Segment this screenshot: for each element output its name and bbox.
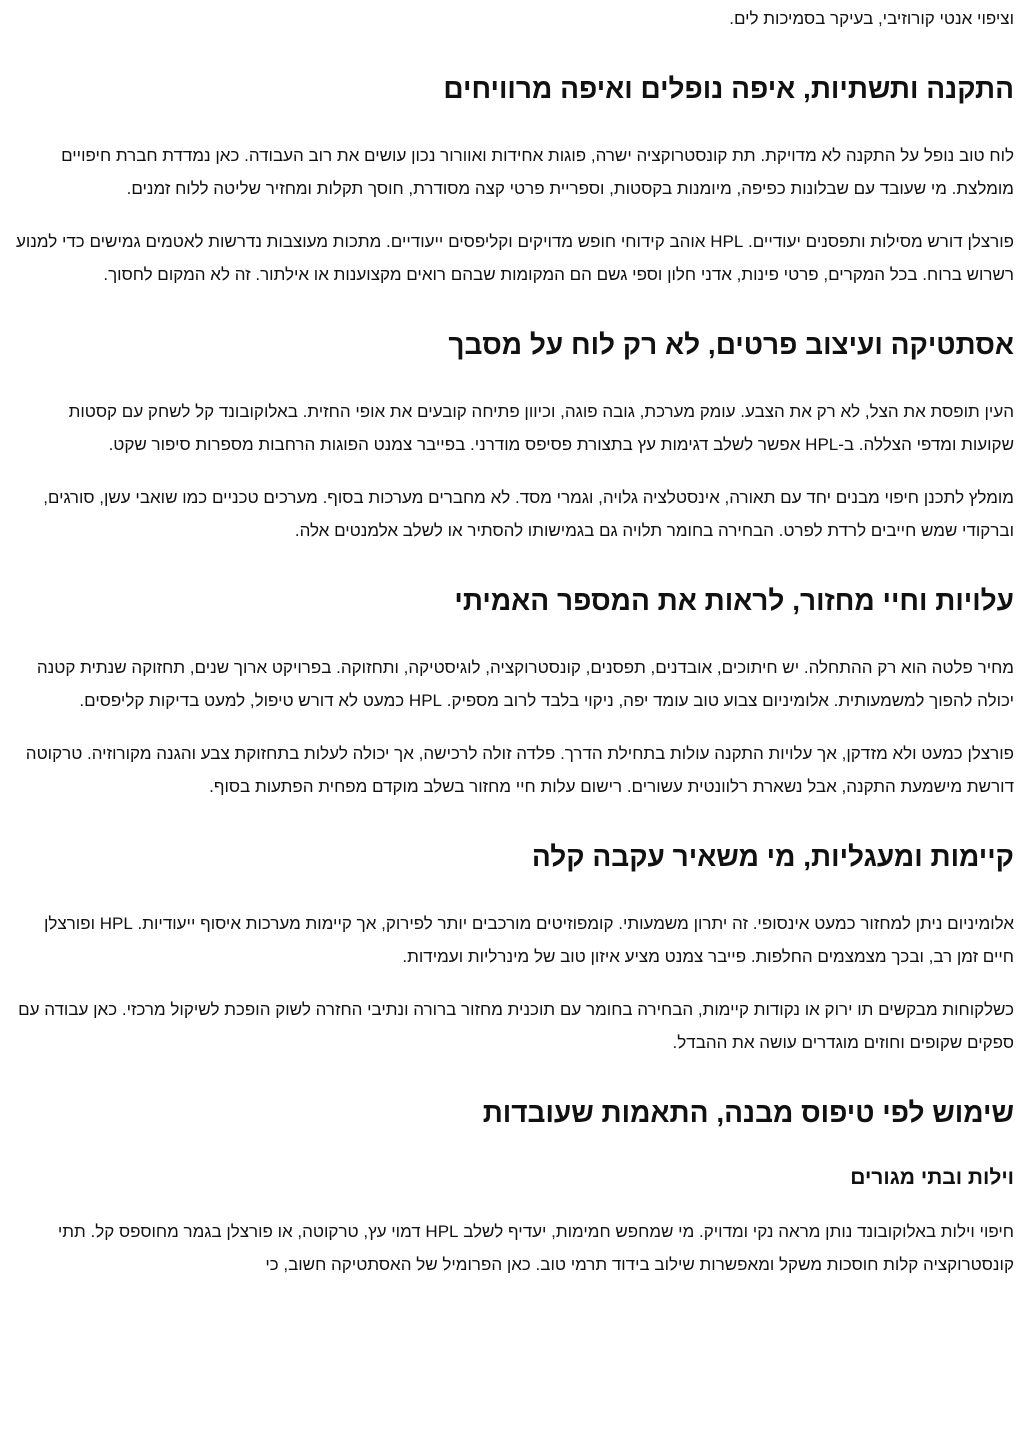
section-paragraph: מחיר פלטה הוא רק ההתחלה. יש חיתוכים, אובדנים, תפסנים, קונסטרוקציה, לוגיסטיקה, ותחזוקה. בפרויקט ארוך שנים, תחזוקה שנתית קטנה יכולה להפוך למשמעותית. אלומיניום צבוע טוב עומד יפה, ניקוי בלבד לרוב מספיק. HPL כמעט לא דורש טיפול, למעט בדיקות קליפסים.: [36, 658, 1014, 710]
article: [0, 2, 1024, 1281]
section-paragraph: אלומיניום ניתן למחזור כמעט אינסופי. זה יתרון משמעותי. קומפוזיטים מורכבים יותר לפירוק, אך קיימות מערכות איסוף ייעודיות. HPL ופורצלן חיים זמן רב, ובכך מצמצמים החלפות. פייבר צמנט מציע איזון טוב של מינרליות ועמידות.: [44, 914, 1014, 966]
section-paragraph: לוח טוב נופל על התקנה לא מדויקת. תת קונסטרוקציה ישרה, פוגות אחידות ואוורור נכון עושים את רוב העבודה. כאן נמדדת חברת חיפויים מומלצת. מי שעובד עם שבלונות כפיפה, מיומנות בקסטות, וספריית פרטי קצה מסודרת, חוסך תקלות ומחזיר שליטה ללוח זמנים.: [61, 146, 1014, 198]
section-heading: עלויות וחיי מחזור, לראות את המספר האמיתי: [454, 585, 1014, 616]
section-paragraph: חיפוי וילות באלוקובונד נותן מראה נקי ומדויק. מי שמחפש חמימות, יעדיף לשלב HPL דמוי עץ, טרקוטה, או פורצלן בגמר מחוספס קל. תתי קונסטרוקציה קלות חוסכות משקל ומאפשרות שילוב בידוד תרמי טוב. כאן הפרומיל של האסתטיקה חשוב, כי: [57, 1222, 1014, 1274]
section-paragraph: העין תופסת את הצל, לא רק את הצבע. עומק מערכת, גובה פוגה, וכיוון פתיחה קובעים את אופי החזית. באלוקובונד קל לשחק עם קסטות שקועות ומדפי הצללה. ב-HPL אפשר לשלב דגימות עץ בתצורת פסיפס מודרני. בפייבר צמנט הפוגות הרחבות מספרות סיפור שקט.: [68, 402, 1014, 454]
intro-tail-paragraph: וציפוי אנטי קורוזיבי, בעיקר בסמיכות לים.: [729, 9, 1014, 28]
section-aesthetics: [14, 325, 1014, 547]
section-paragraph: מומלץ לתכנן חיפוי מבנים יחד עם תאורה, אינסטלציה גלויה, וגמרי מסד. לא מחברים מערכות בסוף. מערכים טכניים כמו שואבי עשן, סורגים, וברקודי שמש חייבים לרדת לפרט. הבחירה בחומר תלויה גם בגמישותו להסתיר או לשלב אלמנטים אלה.: [43, 488, 1014, 540]
section-heading: התקנה ותשתיות, איפה נופלים ואיפה מרוויחים: [443, 73, 1014, 104]
section-costs: [14, 581, 1014, 803]
section-sustainability: [14, 837, 1014, 1059]
section-usage: [14, 1093, 1014, 1281]
section-heading: שימוש לפי טיפוס מבנה, התאמות שעובדות: [482, 1097, 1014, 1128]
section-paragraph: כשלקוחות מבקשים תו ירוק או נקודות קיימות, הבחירה בחומר עם תוכנית מחזור ברורה ונתיבי החזרה לשוק הופכת לשיקול מרכזי. כאן עבודה עם ספקים שקופים וחוזים מוגדרים עושה את ההבדל.: [18, 1000, 1014, 1052]
section-paragraph: פורצלן כמעט ולא מזדקן, אך עלויות התקנה עולות בתחילת הדרך. פלדה זולה לרכישה, אך יכולה לעלות בתחזוקת צבע והגנה מקורוזיה. טרקוטה דורשת מישמעת התקנה, אבל נשארת רלוונטית עשורים. רישום עלות חיי מחזור בשלב מוקדם מפחית הפתעות בסוף.: [25, 744, 1014, 796]
section-paragraph: פורצלן דורש מסילות ותפסנים יעודיים. HPL אוהב קידוחי חופש מדויקים וקליפסים ייעודיים. מתכות מעוצבות נדרשות לאטמים גמישים כדי למנוע רשרוש ברוח. בכל המקרים, פרטי פינות, אדני חלון וספי גשם הם המקומות שבהם רואים מקצוענות או אילתור. זה לא המקום לחסוך.: [15, 232, 1014, 284]
section-heading: אסתטיקה ועיצוב פרטים, לא רק לוח על מסבך: [448, 329, 1014, 360]
section-heading: קיימות ומעגליות, מי משאיר עקבה קלה: [531, 841, 1014, 872]
subsection-heading: וילות ובתי מגורים: [850, 1166, 1014, 1189]
section-installation: [14, 69, 1014, 291]
